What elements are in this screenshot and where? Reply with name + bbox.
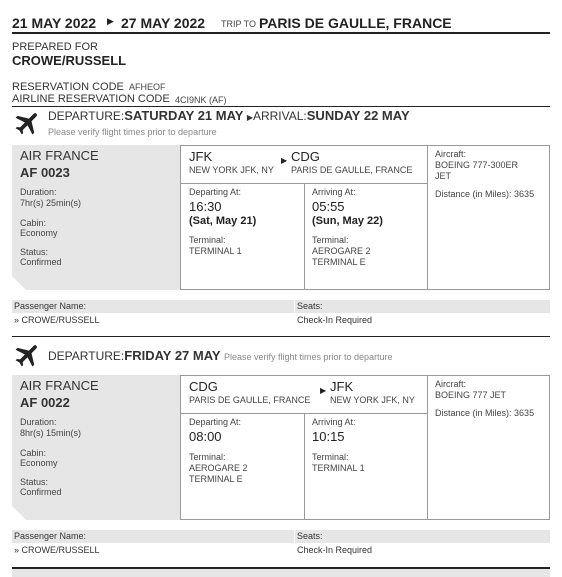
segment-1-divider (12, 106, 550, 107)
distance-row (435, 189, 534, 199)
passenger-name-label: Passenger Name: (14, 301, 87, 311)
triangle-right-icon: ▶ (320, 386, 327, 395)
seat-divider (294, 530, 295, 543)
reservation-code-label: RESERVATION CODE (12, 81, 124, 93)
arriving-time: 05:55 (312, 199, 345, 214)
destination-code: CDG (291, 149, 320, 164)
departing-time: 08:00 (189, 429, 222, 444)
dep-terminal-line-2: TERMINAL E (189, 474, 243, 484)
aircraft-line-2: JET (435, 171, 452, 181)
segment-2-divider (12, 336, 550, 337)
flight-info-panel (12, 145, 180, 290)
times-divider (304, 414, 305, 519)
flight-details-box (180, 145, 550, 290)
flight-info-panel (12, 375, 180, 520)
trip-to-label: TRIP TO (221, 19, 257, 29)
airline-name: AIR FRANCE (20, 148, 99, 163)
duration-value: 7hr(s) 25min(s) (20, 198, 82, 208)
aircraft-label: Aircraft: (435, 149, 467, 159)
origin-code: CDG (189, 379, 218, 394)
trip-start-date: 21 MAY 2022 (12, 15, 97, 31)
aircraft-line-1: BOEING 777 JET (435, 390, 507, 400)
duration-value: 8hr(s) 15min(s) (20, 428, 82, 438)
panel-notch (12, 506, 26, 520)
triangle-right-icon: ▶ (281, 156, 288, 165)
status-label: Status: (20, 247, 49, 257)
times-divider (304, 184, 305, 289)
route-divider (181, 183, 427, 184)
destination-name: PARIS DE GAULLE, FRANCE (291, 165, 413, 175)
airplane-icon (13, 340, 43, 370)
seats-value: Check-In Required (297, 545, 373, 555)
flight-number: AF 0023 (20, 165, 70, 180)
aircraft-line-1: BOEING 777-300ER (435, 160, 519, 170)
cabin-label: Cabin: (20, 218, 47, 228)
origin-name: NEW YORK JFK, NY (189, 165, 274, 175)
aircraft-divider (427, 376, 428, 519)
airplane-icon (13, 108, 43, 138)
arriving-label: Arriving At: (312, 417, 356, 427)
distance-value: 3635 (514, 189, 535, 199)
arr-terminal: TERMINAL 1 (312, 463, 365, 473)
passenger-name-value: » CROWE/RUSSELL (14, 315, 100, 325)
arr-terminal-label: Terminal: (312, 452, 349, 462)
passenger-bar (12, 300, 550, 313)
trip-destination: PARIS DE GAULLE, FRANCE (259, 15, 452, 31)
passenger-name-label: Passenger Name: (14, 531, 87, 541)
arr-terminal-line-2: TERMINAL E (312, 257, 366, 267)
arriving-time: 10:15 (312, 429, 345, 444)
trip-header (12, 15, 550, 34)
aircraft-label: Aircraft: (435, 379, 467, 389)
status-label: Status: (20, 477, 49, 487)
origin-code: JFK (189, 149, 213, 164)
arrival-label: ARRIVAL: (252, 109, 307, 123)
prepared-for-label: PREPARED FOR (12, 41, 98, 53)
distance-label: Distance (in Miles): (435, 408, 512, 418)
departure-label: DEPARTURE: (48, 349, 125, 363)
arrival-day: SUNDAY 22 MAY (306, 108, 410, 123)
trip-end-date: 27 MAY 2022 (121, 15, 206, 31)
segment-2-card (12, 375, 550, 520)
segment-1-departure-heading (48, 108, 410, 123)
departure-day: FRIDAY 27 MAY (124, 348, 221, 363)
arriving-date: (Sun, May 22) (312, 215, 383, 227)
route-divider (181, 413, 427, 414)
airline-name: AIR FRANCE (20, 378, 99, 393)
duration-label: Duration: (20, 187, 57, 197)
origin-name: PARIS DE GAULLE, FRANCE (189, 395, 311, 405)
segment-2-departure-heading (48, 348, 393, 363)
status-value: Confirmed (20, 257, 62, 267)
cabin-value: Economy (20, 228, 58, 238)
footer-band (12, 569, 550, 577)
seats-label: Seats: (297, 531, 323, 541)
dep-terminal-label: Terminal: (189, 235, 226, 245)
distance-label: Distance (in Miles): (435, 189, 512, 199)
arr-terminal-line-1: AEROGARE 2 (312, 246, 371, 256)
departing-label: Departing At: (189, 417, 242, 427)
triangle-right-icon: ▶ (107, 16, 114, 26)
departing-time: 16:30 (189, 199, 222, 214)
departure-day: SATURDAY 21 MAY (124, 108, 244, 123)
distance-row (435, 408, 534, 418)
verify-note: Please verify flight times prior to departure (48, 127, 217, 137)
passenger-bar (12, 530, 550, 543)
reservation-code: AFHEOF (129, 82, 166, 92)
flight-details-box (180, 375, 550, 520)
passenger-name: CROWE/RUSSELL (12, 53, 127, 68)
status-value: Confirmed (20, 487, 62, 497)
aircraft-divider (427, 146, 428, 289)
cabin-value: Economy (20, 458, 58, 468)
triangle-right-icon: ▶ (246, 113, 253, 122)
passenger-name-value: » CROWE/RUSSELL (14, 545, 100, 555)
departing-date: (Sat, May 21) (189, 215, 257, 227)
flight-number: AF 0022 (20, 395, 70, 410)
cabin-label: Cabin: (20, 448, 47, 458)
distance-value: 3635 (514, 408, 535, 418)
seats-value: Check-In Required (297, 315, 373, 325)
airline-reservation-label: AIRLINE RESERVATION CODE (12, 93, 170, 105)
departing-label: Departing At: (189, 187, 242, 197)
dep-terminal-line-1: AEROGARE 2 (189, 463, 248, 473)
departure-label: DEPARTURE: (48, 109, 125, 123)
arr-terminal-label: Terminal: (312, 235, 349, 245)
segment-1-card (12, 145, 550, 290)
panel-notch (12, 276, 26, 290)
seat-divider (294, 300, 295, 313)
destination-name: NEW YORK JFK, NY (330, 395, 415, 405)
destination-code: JFK (330, 379, 354, 394)
verify-note: Please verify flight times prior to departure (223, 352, 393, 362)
dep-terminal: TERMINAL 1 (189, 246, 242, 256)
duration-label: Duration: (20, 417, 57, 427)
seats-label: Seats: (297, 301, 323, 311)
airline-reservation-code: 4CI9NK (AF) (175, 95, 227, 105)
arriving-label: Arriving At: (312, 187, 356, 197)
dep-terminal-label: Terminal: (189, 452, 226, 462)
